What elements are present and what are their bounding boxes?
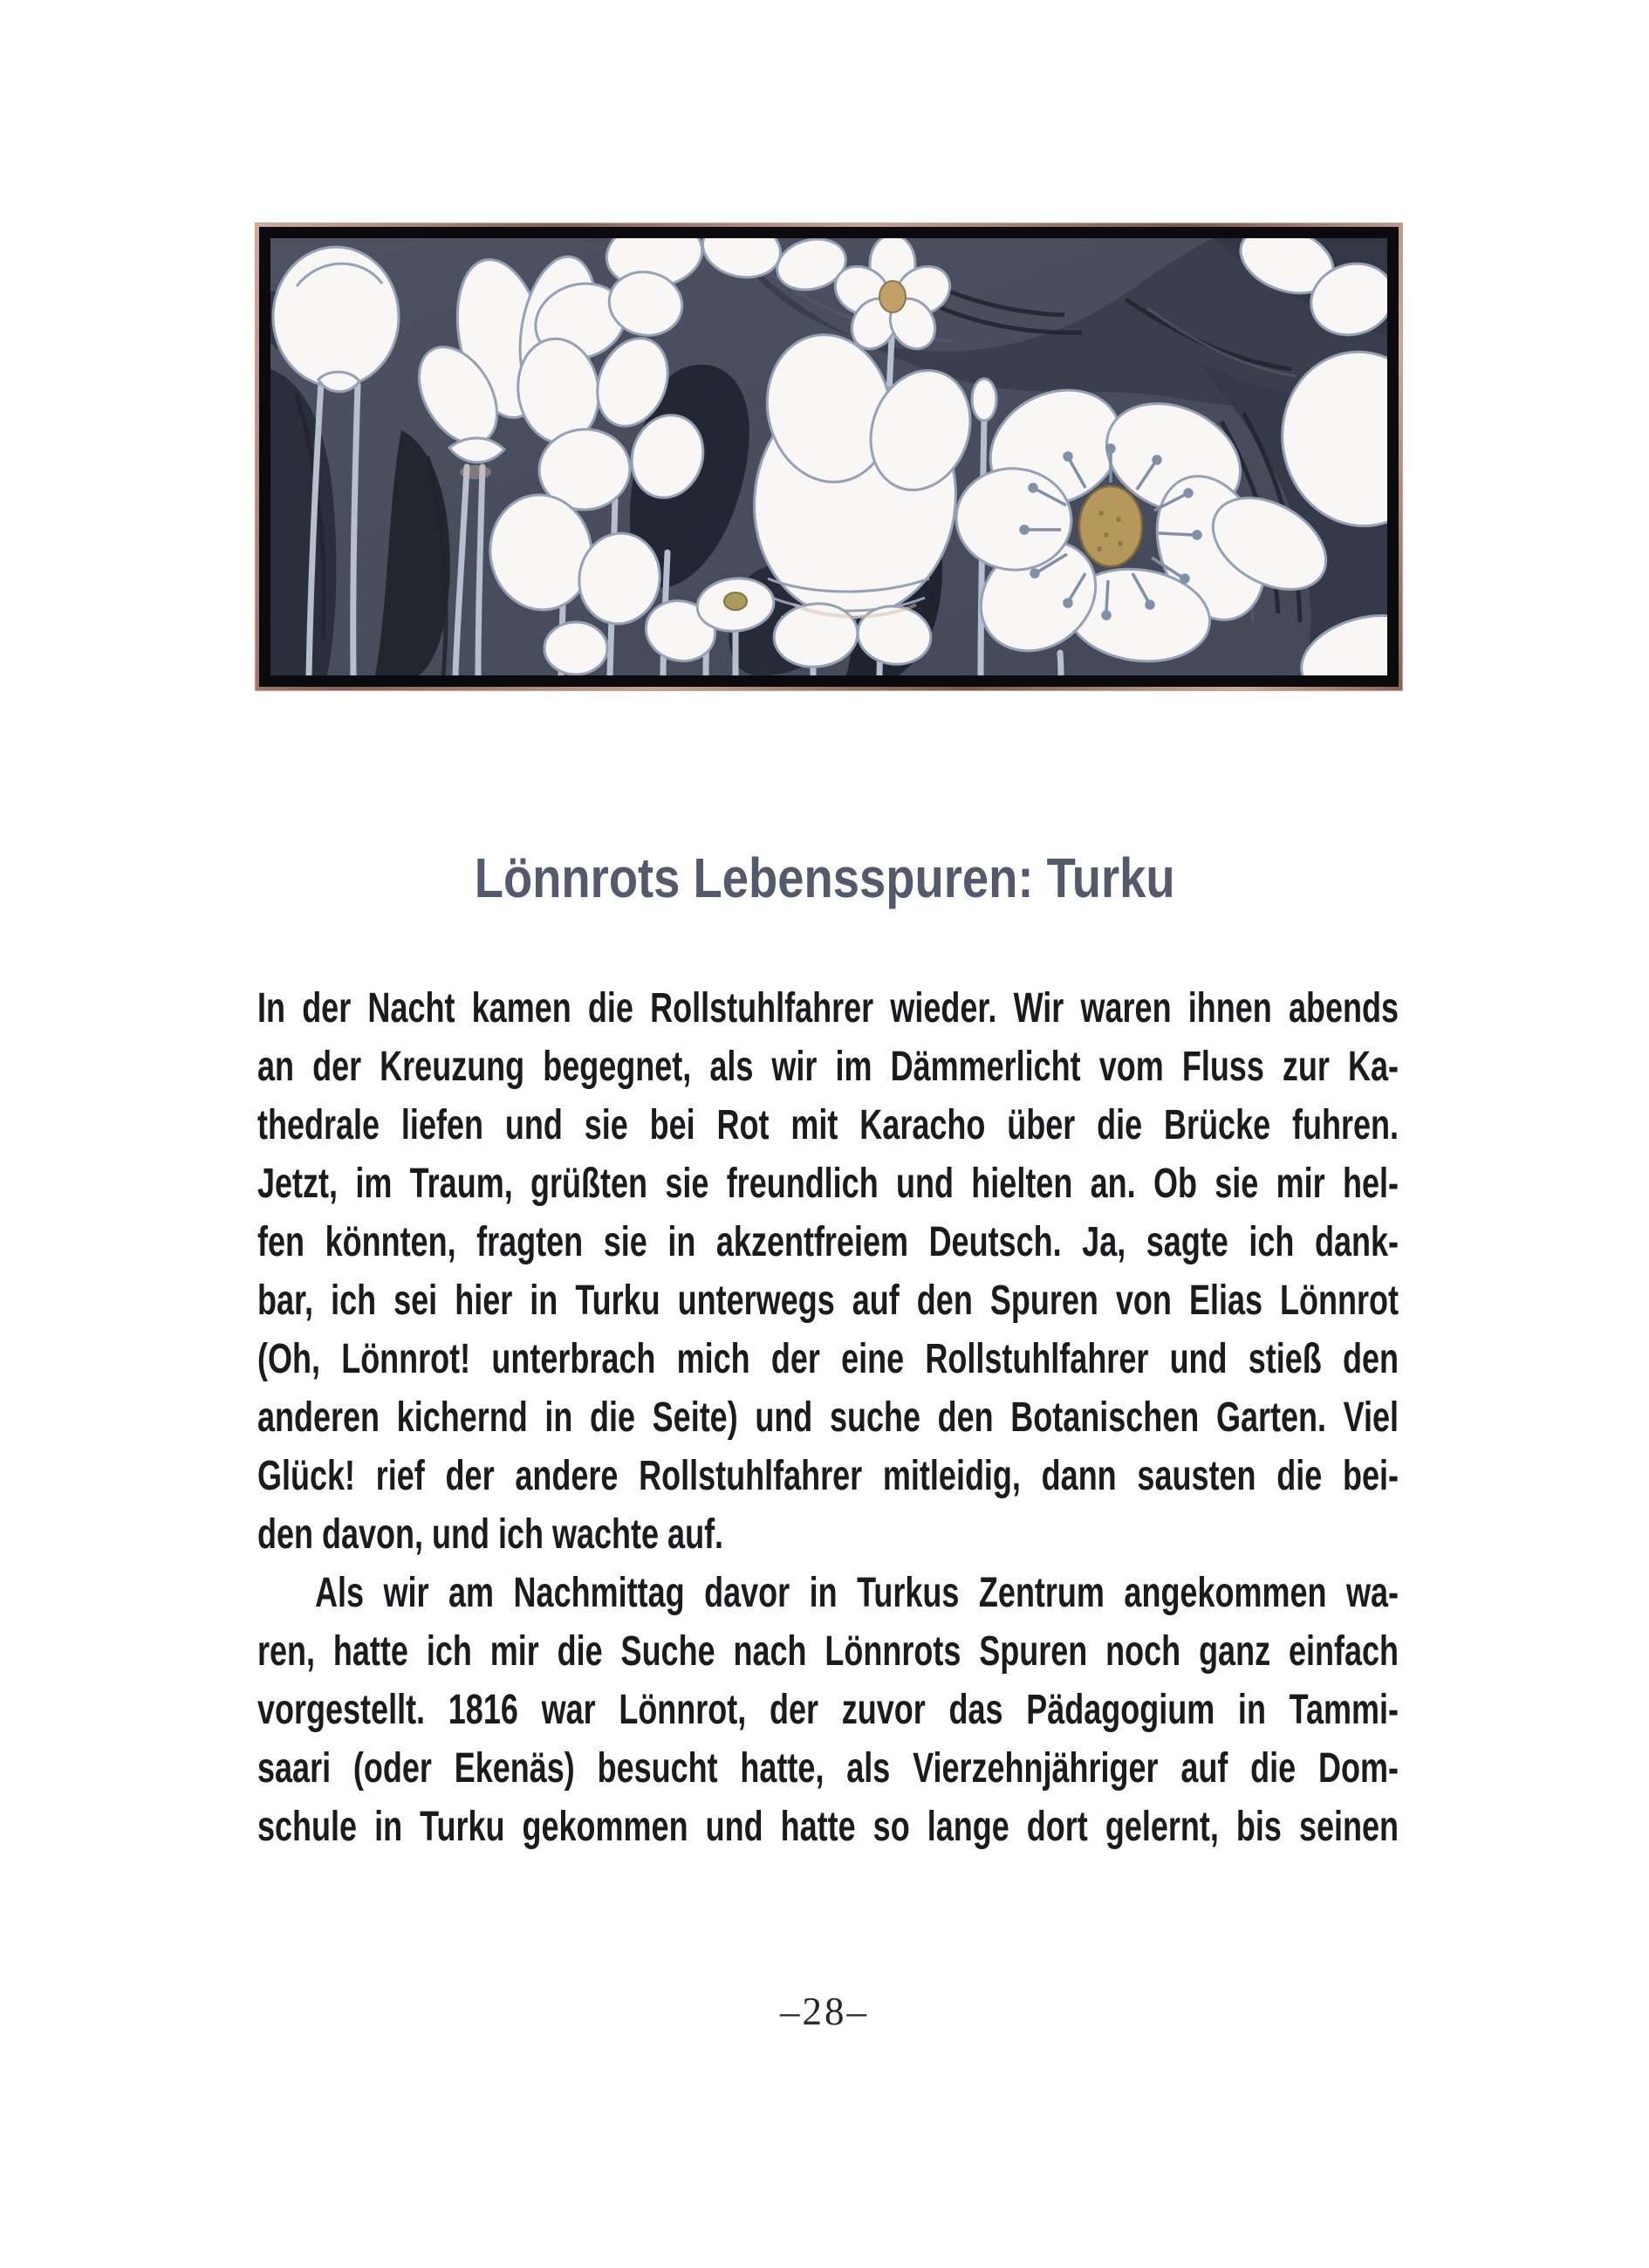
body-line: (Oh, Lönnrot! unterbrach mich der eine Rollstuhlfahrer und stieß den [257,1336,1399,1382]
page-number: –28– [780,1990,869,2033]
flower-artwork-inner-frame [259,227,1399,687]
body-line: anderen kichernd in die Seite) und suche den Botanischen Garten. Viel [257,1394,1399,1441]
body-line: ren, hatte ich mir die Suche nach Lönnrots Spuren noch ganz einfach [257,1628,1399,1675]
body-line: Jetzt, im Traum, grüßten sie freundlich und hielten an. Ob sie mir hel- [257,1161,1399,1207]
body-line: vorgestellt. 1816 war Lönnrot, der zuvor das Pädagogium in Tammi- [257,1687,1399,1733]
body-line: Als wir am Nachmittag davor in Turkus Zentrum angekommen wa- [315,1570,1399,1616]
chapter-title: Lönnrots Lebensspuren: Turku [474,846,1175,909]
body-line: thedrale liefen und sie bei Rot mit Karacho über die Brücke fuhren. [257,1102,1399,1148]
body-line: an der Kreuzung begegnet, als wir im Dämmerlicht vom Fluss zur Ka- [257,1044,1399,1090]
flower-artwork-frame [255,223,1403,691]
body-line: fen könnten, fragten sie in akzentfreiem Deutsch. Ja, sagte ich dank- [257,1219,1399,1265]
body-line: saari (oder Ekenäs) besucht hatte, als Vierzehnjähriger auf die Dom- [257,1745,1399,1792]
body-line: In der Nacht kamen die Rollstuhlfahrer wieder. Wir waren ihnen abends [257,985,1399,1031]
body-text [257,979,1399,1856]
flower-artwork [270,238,1387,675]
body-line: bar, ich sei hier in Turku unterwegs auf den Spuren von Elias Lönnrot [257,1278,1399,1324]
body-line: Glück! rief der andere Rollstuhlfahrer mitleidig, dann sausten die bei- [257,1453,1399,1499]
body-line: schule in Turku gekommen und hatte so lange dort gelernt, bis seinen [257,1804,1399,1850]
body-line: den davon, und ich wachte auf. [257,1511,724,1558]
